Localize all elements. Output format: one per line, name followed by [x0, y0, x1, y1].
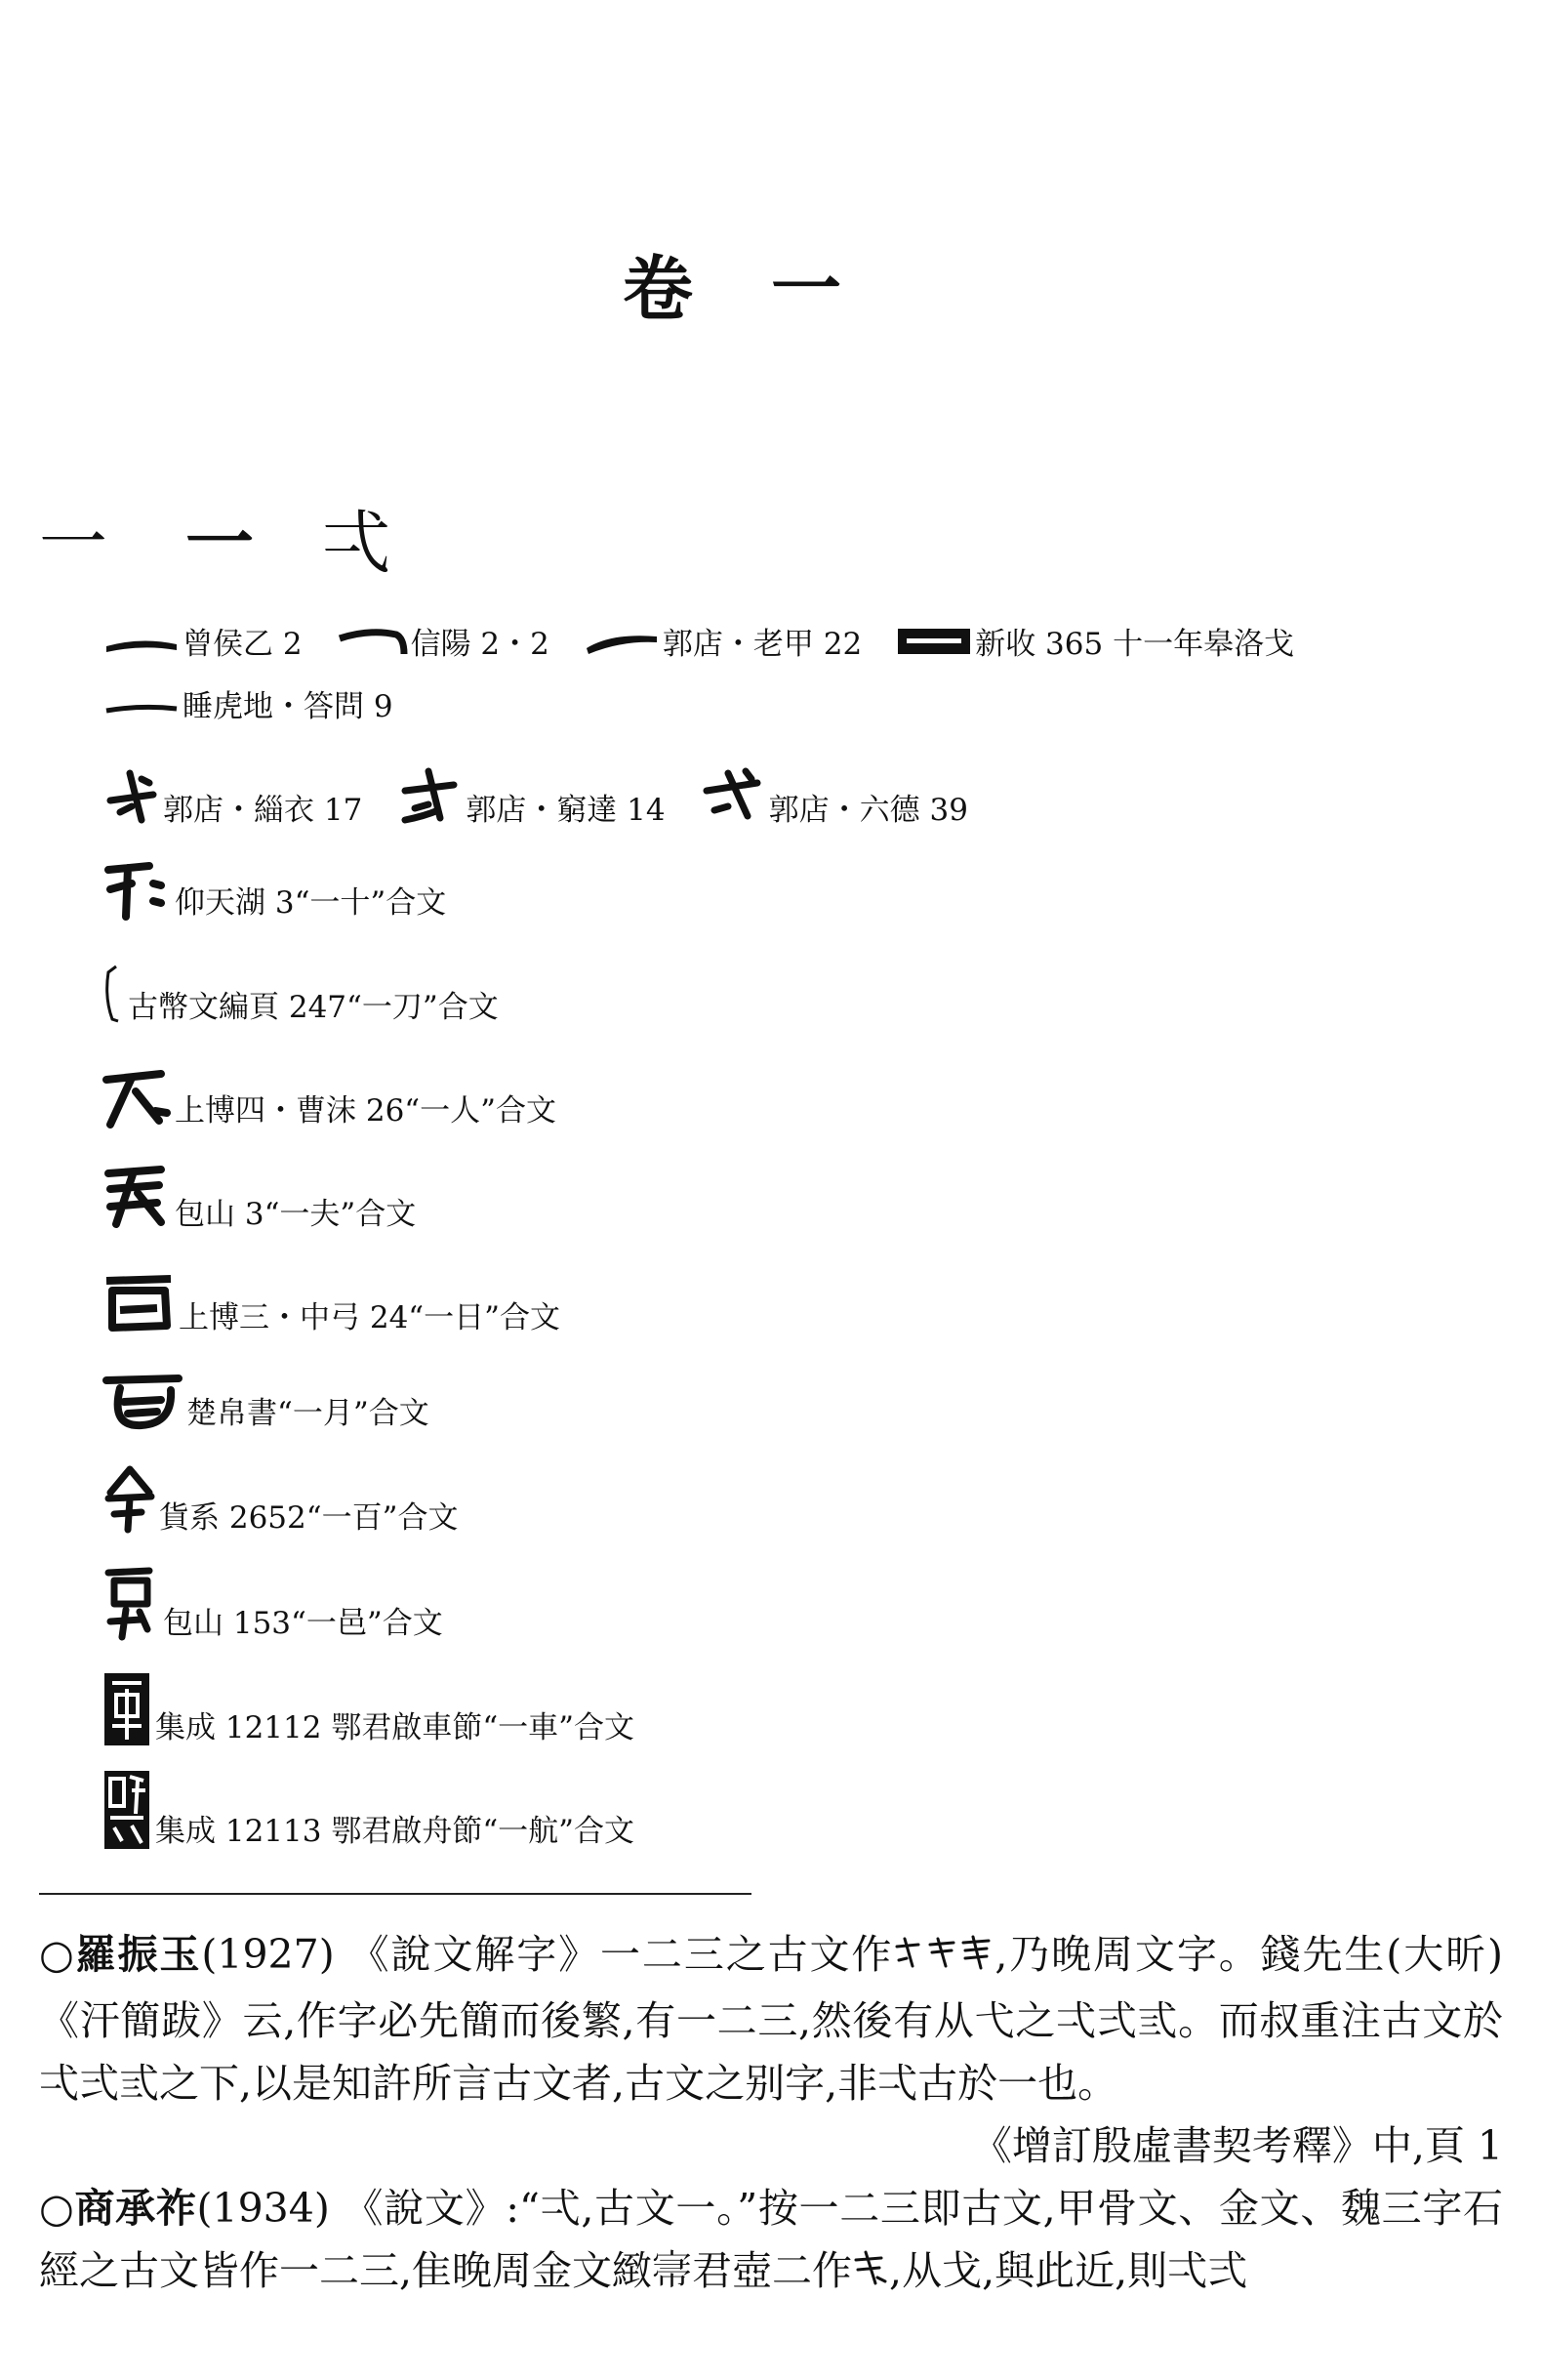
forms-row [102, 1773, 668, 1851]
hewen-che-icon [102, 1669, 153, 1747]
form-caption: 古幣文編頁 247“一刀”合文 [128, 990, 499, 1025]
yi-ge-form-icon [699, 761, 767, 830]
citation-ref: 《增訂殷虛書契考釋》中,頁 1 [971, 2121, 1503, 2169]
yi-ge-form-icon [102, 761, 161, 830]
stroke-thin-icon [102, 687, 181, 726]
form-caption: 信陽 2・2 [410, 627, 549, 662]
form-item [699, 761, 968, 830]
hewen-bai-icon [102, 1463, 157, 1538]
form-item [102, 1669, 634, 1747]
commentary-section [39, 1923, 1503, 2305]
form-caption: 郭店・窮達 14 [466, 793, 666, 828]
form-caption: 貨系 2652“一百”合文 [159, 1500, 459, 1536]
form-item [102, 1160, 416, 1234]
hewen-dao-icon [102, 959, 126, 1027]
headword-bold: 一 [185, 502, 254, 583]
form-caption: 集成 12112 鄂君啟車節“一車”合文 [155, 1710, 635, 1745]
form-caption: 仰天湖 3“一十”合文 [175, 885, 447, 921]
form-caption: 新收 365 十一年皋洛戈 [975, 627, 1295, 662]
hewen-ri-icon [102, 1269, 177, 1337]
hewen-yi-icon [102, 1565, 161, 1643]
form-item [895, 615, 1294, 664]
form-item [102, 1062, 556, 1130]
forms-row [102, 1052, 589, 1130]
section-divider [39, 1893, 751, 1895]
forms-row [102, 1259, 593, 1337]
stroke-brush-icon [583, 615, 661, 664]
author-name: 商承祚 [74, 2184, 197, 2232]
form-item [395, 761, 665, 830]
entry-mark: ○ [39, 1931, 76, 1978]
form-caption: 郭店・緇衣 17 [163, 793, 363, 828]
form-caption: 曾侯乙 2 [183, 627, 303, 662]
form-item [583, 615, 862, 664]
yi-ge-form-icon [395, 761, 464, 830]
entry-headword [39, 488, 390, 587]
form-caption: 楚帛書“一月”合文 [186, 1396, 429, 1431]
headword-modern: 一 [39, 503, 107, 583]
commentary-text: 《說文》:“弌,古文一。”按一二三即古文,甲骨文、金文、魏三字石經之古文皆作一二三,隹晚周金文緻𡨦君壺二作 [39, 2184, 1504, 2294]
entry-year: (1927) [201, 1931, 335, 1978]
guwen-yi-er-san-icon [893, 1927, 994, 1990]
forms-row [102, 1459, 491, 1538]
commentary-text: 《說文解字》一二三之古文作 [348, 1931, 894, 1978]
form-caption: 上博三・中弓 24“一日”合文 [179, 1300, 560, 1335]
forms-row [102, 752, 1001, 830]
form-item [102, 959, 499, 1027]
forms-row [102, 648, 426, 726]
form-caption: 郭店・六德 39 [768, 793, 968, 828]
forms-row [102, 1156, 449, 1234]
form-item [102, 1369, 429, 1433]
form-caption: 集成 12113 鄂君啟舟節“一航”合文 [155, 1814, 635, 1849]
stroke-box-icon [895, 615, 973, 664]
form-item [102, 1269, 560, 1337]
forms-row [102, 844, 479, 923]
commentary-entry [39, 1923, 1503, 2177]
form-caption: 上博四・曹沫 26“一人”合文 [175, 1093, 556, 1128]
entry-year: (1934) [196, 2184, 330, 2232]
form-item [102, 1463, 458, 1538]
hewen-shi-icon [102, 854, 173, 923]
hewen-ren-icon [102, 1062, 173, 1130]
forms-row [102, 1355, 463, 1433]
forms-row [102, 1669, 668, 1747]
author-name: 羅振玉 [75, 1931, 202, 1978]
chapter-title: 卷一 [622, 247, 919, 330]
hewen-fu-icon [102, 1160, 173, 1234]
commentary-entry [39, 2177, 1503, 2306]
headword-guwen: 弌 [322, 503, 390, 583]
form-caption: 包山 153“一邑”合文 [163, 1606, 443, 1641]
hewen-yue-icon [102, 1369, 184, 1433]
commentary-text: ,乃晚周文字。錢先生(大昕)《汗簡跋》云,作字必先簡而後繁,有一二三,然後有从弋之弌弍弎。而叔重注古文於弌弍弎之下,以是知許所言古文者,古文之别字,非弌古於一也。 [39, 1931, 1503, 2107]
commentary-text: ,从戈,與此近,則弌弍 [889, 2246, 1248, 2294]
form-item [102, 687, 393, 726]
entry-mark: ○ [39, 2184, 75, 2232]
form-caption: 睡虎地・答問 9 [183, 689, 393, 724]
form-item [102, 854, 446, 923]
form-item [102, 761, 362, 830]
form-caption: 包山 3“一夫”合文 [175, 1197, 417, 1232]
guwen-er-ge-icon [852, 2242, 889, 2305]
form-item [102, 1565, 443, 1643]
hewen-hang-icon [102, 1767, 153, 1851]
form-item [102, 1767, 634, 1851]
forms-row [102, 1565, 476, 1643]
form-caption: 郭店・老甲 22 [662, 627, 863, 662]
forms-row [102, 949, 532, 1027]
